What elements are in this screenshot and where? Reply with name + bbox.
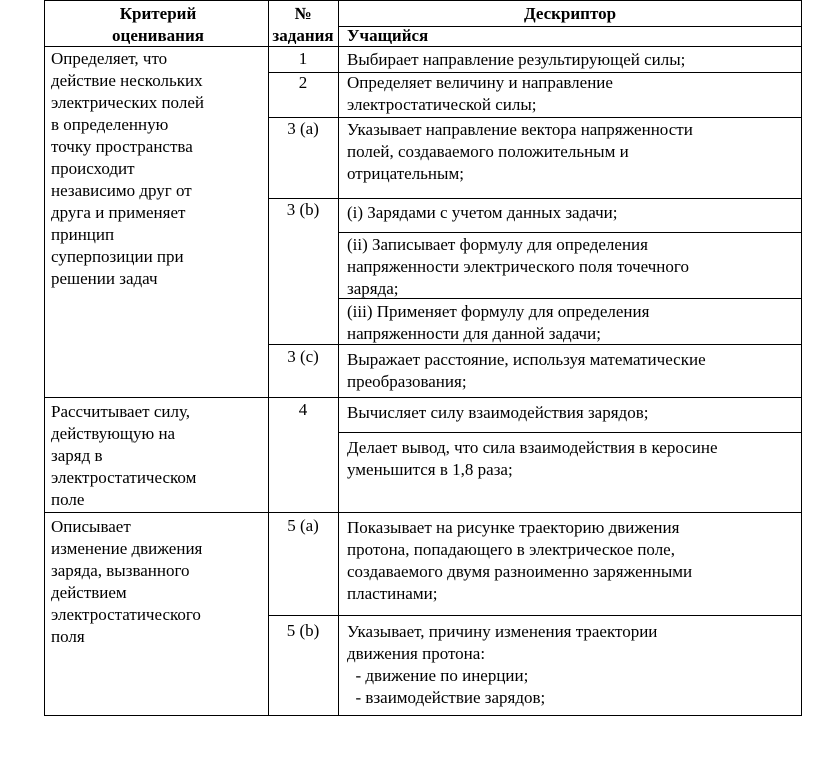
task-number: 3 (b) [286, 200, 320, 219]
descriptor-cell: Вычисляет силу взаимодействия зарядов; [347, 403, 649, 422]
criterion-cell: Определяет, что действие нескольких электрических полей в определенную точку пространства происходит независимо друг от друга и применяет принцип суперпозиции при решении задач [51, 49, 204, 288]
row-divider [268, 198, 802, 199]
row-divider [338, 432, 802, 433]
descriptor-cell: (iii) Применяет формулу для определения напряженности для данной задачи; [347, 302, 650, 343]
descriptor-cell: Указывает направление вектора напряженности полей, создаваемого положительным и отрицательным; [347, 120, 693, 183]
descriptor-cell: Делает вывод, что сила взаимодействия в керосине уменьшится в 1,8 раза; [347, 438, 718, 479]
table-border-right [801, 0, 802, 716]
header-descriptor: Дескриптор [523, 4, 617, 23]
column-divider-task [338, 0, 339, 716]
header-task-number: № задания [272, 4, 334, 45]
task-number: 5 (a) [287, 516, 319, 535]
criterion-cell: Описывает изменение движения заряда, вызванного действием электростатического поля [51, 517, 203, 646]
group-divider [44, 512, 802, 513]
criterion-cell: Рассчитывает силу, действующую на заряд в электростатическом поле [51, 402, 197, 509]
row-divider [268, 117, 802, 118]
table-border-top [44, 0, 802, 1]
descriptor-cell: (ii) Записывает формулу для определения напряженности электрического поля точечного заряда; [347, 235, 689, 298]
task-number: 4 [298, 400, 308, 419]
header-student: Учащийся [347, 26, 429, 45]
task-number: 3 (a) [287, 119, 319, 138]
task-number: 3 (c) [287, 347, 319, 366]
descriptor-cell: Показывает на рисунке траекторию движения протона, попадающего в электрическое поле, создаваемого двумя разноименно заряженными пластинами; [347, 518, 693, 603]
descriptor-cell: Определяет величину и направление электростатической силы; [347, 73, 613, 114]
descriptor-cell: Выбирает направление результирующей силы; [347, 50, 686, 69]
task-number: 5 (b) [286, 621, 320, 640]
table-border-bottom [44, 715, 802, 716]
descriptor-cell: (i) Зарядами с учетом данных задачи; [347, 203, 618, 222]
descriptor-cell: Указывает, причину изменения траектории движения протона: - движение по инерции; - взаимодействие зарядов; [347, 622, 658, 707]
assessment-table [44, 0, 802, 716]
table-border-left [44, 0, 45, 716]
row-divider [338, 232, 802, 233]
task-number: 2 [298, 73, 308, 92]
descriptor-cell: Выражает расстояние, используя математические преобразования; [347, 350, 706, 391]
row-divider [268, 615, 802, 616]
group-divider [44, 397, 802, 398]
task-number: 1 [298, 49, 308, 68]
header-criterion: Критерий оценивания [112, 4, 204, 45]
